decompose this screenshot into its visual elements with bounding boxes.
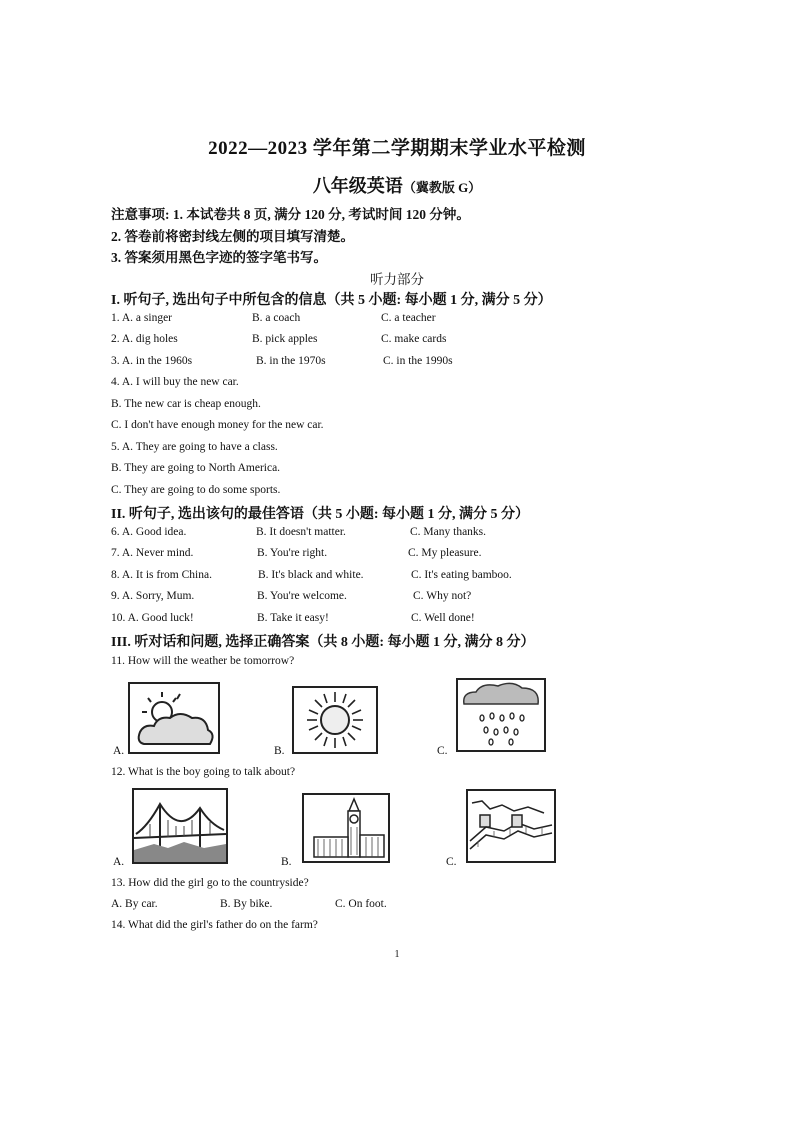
clock-tower-icon xyxy=(304,795,388,861)
q14-question: 14. What did the girl's father do on the farm? xyxy=(111,919,318,931)
q1-option-b: B. a coach xyxy=(252,312,301,324)
great-wall-icon xyxy=(468,791,554,861)
q7-option-a: 7. A. Never mind. xyxy=(111,547,194,559)
q6-option-c: C. Many thanks. xyxy=(410,526,487,538)
q8-option-c: C. It's eating bamboo. xyxy=(411,569,512,581)
q8-option-a: 8. A. It is from China. xyxy=(111,569,212,581)
q10-option-a: 10. A. Good luck! xyxy=(111,612,194,624)
q13-option-b: B. By bike. xyxy=(220,898,273,910)
q12-label-c: C. xyxy=(446,856,457,868)
q2-option-c: C. make cards xyxy=(381,333,447,345)
q12-picture-c-great-wall xyxy=(466,789,556,863)
q6-option-b: B. It doesn't matter. xyxy=(256,526,346,538)
section-2-heading: II. 听句子, 选出该句的最佳答语（共 5 小题: 每小题 1 分, 满分 5 分） xyxy=(111,507,530,522)
q9-option-c: C. Why not? xyxy=(413,590,472,602)
exam-title: 2022—2023 学年第二学期期末学业水平检测 xyxy=(208,138,586,159)
subtitle-main: 八年级英语 xyxy=(312,176,403,196)
q10-option-b: B. Take it easy! xyxy=(257,612,329,624)
sun-icon xyxy=(294,688,376,752)
q2-option-a: 2. A. dig holes xyxy=(111,333,178,345)
q3-option-b: B. in the 1970s xyxy=(256,355,326,367)
q7-option-c: C. My pleasure. xyxy=(408,547,482,559)
q11-picture-a-cloudy xyxy=(128,682,220,754)
q4-option-a: 4. A. I will buy the new car. xyxy=(111,376,239,388)
q13-option-c: C. On foot. xyxy=(335,898,387,910)
note-line-3: 3. 答案须用黑色字迹的签字笔书写。 xyxy=(111,250,327,265)
q13-question: 13. How did the girl go to the countryside? xyxy=(111,877,309,889)
q1-option-a: 1. A. a singer xyxy=(111,312,173,324)
q5-option-c: C. They are going to do some sports. xyxy=(111,484,281,496)
q12-picture-b-big-ben xyxy=(302,793,390,863)
q9-option-a: 9. A. Sorry, Mum. xyxy=(111,590,195,602)
listening-heading: 听力部分 xyxy=(370,272,424,287)
section-1-heading: I. 听句子, 选出句子中所包含的信息（共 5 小题: 每小题 1 分, 满分 5 分） xyxy=(111,293,552,308)
q10-option-c: C. Well done! xyxy=(411,612,475,624)
q11-label-a: A. xyxy=(113,745,125,757)
q5-option-a: 5. A. They are going to have a class. xyxy=(111,441,278,453)
q12-picture-a-golden-gate-bridge xyxy=(132,788,228,864)
q3-option-a: 3. A. in the 1960s xyxy=(111,355,193,367)
note-line-1: 注意事项: 1. 本试卷共 8 页, 满分 120 分, 考试时间 120 分钟。 xyxy=(111,207,470,222)
exam-subtitle xyxy=(0,172,794,198)
subtitle-edition: （冀教版 G） xyxy=(402,180,482,195)
bridge-icon xyxy=(134,790,226,862)
q11-label-c: C. xyxy=(437,745,448,757)
q12-label-b: B. xyxy=(281,856,292,868)
note-line-2: 2. 答卷前将密封线左侧的项目填写清楚。 xyxy=(111,229,354,244)
q8-option-b: B. It's black and white. xyxy=(258,569,364,581)
q11-picture-c-rainy xyxy=(456,678,546,752)
q9-option-b: B. You're welcome. xyxy=(257,590,347,602)
q11-picture-b-sunny xyxy=(292,686,378,754)
q3-option-c: C. in the 1990s xyxy=(383,355,453,367)
q12-label-a: A. xyxy=(113,856,125,868)
q4-option-b: B. The new car is cheap enough. xyxy=(111,398,261,410)
q6-option-a: 6. A. Good idea. xyxy=(111,526,187,538)
q11-question: 11. How will the weather be tomorrow? xyxy=(111,655,295,667)
rain-cloud-icon xyxy=(458,680,544,750)
q2-option-b: B. pick apples xyxy=(252,333,318,345)
q4-option-c: C. I don't have enough money for the new car. xyxy=(111,419,324,431)
q13-option-a: A. By car. xyxy=(111,898,158,910)
q1-option-c: C. a teacher xyxy=(381,312,436,324)
q5-option-b: B. They are going to North America. xyxy=(111,462,281,474)
section-3-heading: III. 听对话和问题, 选择正确答案（共 8 小题: 每小题 1 分, 满分 8 分） xyxy=(111,635,535,650)
q12-question: 12. What is the boy going to talk about? xyxy=(111,766,296,778)
page-number: 1 xyxy=(394,949,400,960)
q7-option-b: B. You're right. xyxy=(257,547,328,559)
sun-behind-cloud-icon xyxy=(130,684,218,752)
q11-label-b: B. xyxy=(274,745,285,757)
